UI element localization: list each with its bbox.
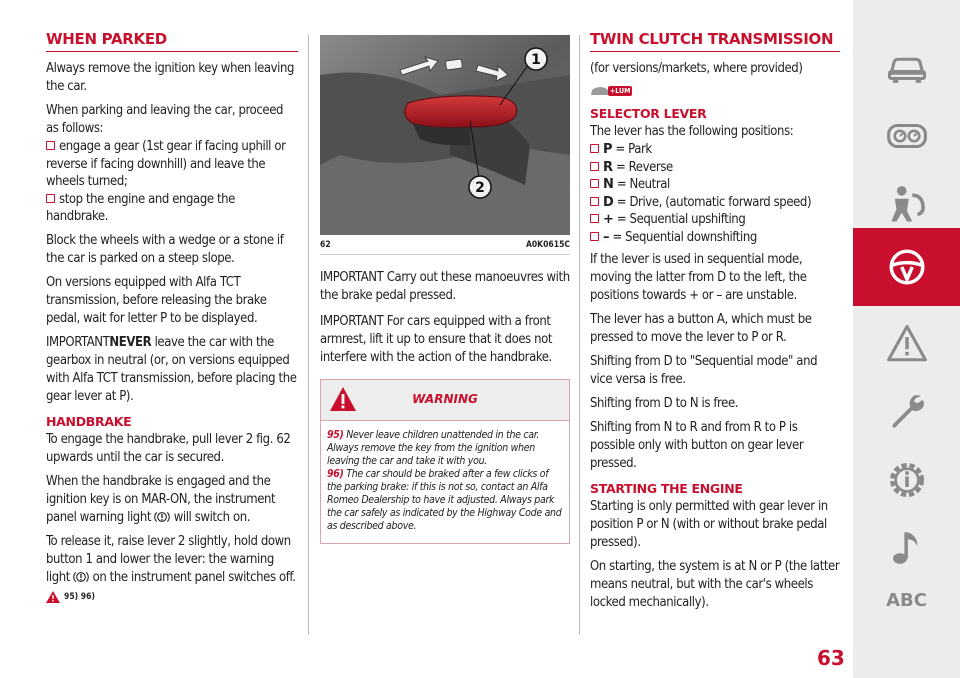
paragraph: The lever has the following positions:	[590, 124, 794, 139]
list-item: engage a gear (1st gear if facing uphill or reverse if facing downhill) and leave the wheels turned;	[46, 139, 286, 190]
paragraph: IMPORTANT Carry out these manoeuvres with the brake pedal pressed.	[320, 270, 570, 303]
list-item: D = Drive, (automatic forward speed)	[590, 194, 840, 212]
column-divider	[579, 35, 580, 635]
warning-references: 95) 96)	[46, 591, 298, 603]
bullet-box-icon	[590, 162, 599, 171]
paragraph: The lever has a button A, which must be pressed to move the lever to P or R.	[590, 311, 812, 345]
paragraph: Always remove the ignition key when leaving the car.	[46, 61, 295, 94]
lum-badge: +LUM	[610, 87, 631, 95]
steering-wheel-icon	[886, 246, 928, 288]
list-item: R = Reverse	[590, 159, 840, 177]
chapter-sidebar	[853, 0, 960, 678]
paragraph: Shifting from D to N is free.	[590, 395, 739, 411]
sidebar-item-index[interactable]	[853, 562, 960, 638]
bullet-box-icon	[46, 194, 55, 203]
sidebar-item-maintenance[interactable]	[853, 374, 960, 450]
brake-warning-light-icon	[73, 570, 89, 584]
list-item: N = Neutral	[590, 176, 840, 194]
section-title-twin-clutch: TWIN CLUTCH TRANSMISSION	[590, 30, 840, 52]
warning-body	[321, 421, 569, 543]
bullet-box-icon	[46, 141, 55, 150]
paragraph: On versions equipped with Alfa TCT transmission, before releasing the brake pedal, wait for letter P to be displayed.	[46, 274, 267, 326]
warning-header	[321, 380, 569, 421]
column-when-parked	[46, 30, 298, 603]
bullet-box-icon	[590, 144, 599, 153]
column-handbrake-figure	[320, 35, 570, 544]
positions-list	[590, 141, 840, 247]
bullet-box-icon	[590, 232, 599, 241]
warning-item: 95) Never leave children unattended in the car. Always remove the key from the ignition when leaving the car and take it with you.	[327, 429, 540, 467]
paragraph: Starting is only permitted with gear lever in position P or N (with or without brake pedal pressed).	[590, 498, 828, 550]
gear-info-icon	[886, 459, 928, 501]
sidebar-item-dashboard[interactable]	[853, 98, 960, 174]
warning-triangle-icon	[886, 323, 928, 365]
paragraph: IMPORTANT For cars equipped with a front armrest, lift it up to ensure that it does not interfere with the action of the handbrake.	[320, 314, 553, 365]
wrench-icon	[886, 391, 928, 433]
figure-code: A0K0615C	[525, 240, 570, 250]
paragraph-important: IMPORTANTNEVER leave the car with the gearbox in neutral (or, on versions equipped with Alfa TCT transmission, before placing the gear lever at P).	[46, 334, 297, 404]
version-badge	[590, 84, 840, 98]
car-icon	[886, 47, 928, 89]
sidebar-item-technical-data[interactable]	[853, 442, 960, 518]
column-twin-clutch	[590, 30, 840, 618]
abc-label: ABC	[886, 589, 927, 611]
page-number: 63	[817, 646, 845, 670]
car-silhouette-icon	[590, 84, 610, 98]
bullet-box-icon	[590, 197, 599, 206]
list-item: P = Park	[590, 141, 840, 159]
subsection-title-selector-lever: SELECTOR LEVER	[590, 106, 707, 121]
sidebar-item-car[interactable]	[853, 30, 960, 106]
warning-title: WARNING	[412, 392, 478, 406]
handbrake-illustration	[320, 35, 570, 235]
paragraph: On starting, the system is at N or P (the latter means neutral, but with the car's wheels locked mechanically).	[590, 558, 840, 610]
paragraph: To release it, raise lever 2 slightly, hold down button 1 and lower the lever: the warning light on the instrument panel switches off.	[46, 533, 296, 585]
subsection-title-handbrake: HANDBRAKE	[46, 413, 132, 429]
paragraph: When the handbrake is engaged and the ignition key is on MAR-ON, the instrument panel warning light will switch on.	[46, 473, 276, 525]
list-item: – = Sequential downshifting	[590, 229, 840, 247]
handbrake-figure	[320, 35, 570, 235]
list-item: + = Sequential upshifting	[590, 211, 840, 229]
paragraph: Block the wheels with a wedge or a stone if the car is parked on a steep slope.	[46, 232, 284, 266]
warning-box	[320, 379, 570, 544]
paragraph: To engage the handbrake, pull lever 2 fig. 62 upwards until the car is secured.	[46, 431, 291, 465]
paragraph: If the lever is used in sequential mode, moving the latter from D to the left, the positions towards + or – are unstable.	[590, 251, 807, 303]
figure-label-2: 2	[475, 180, 485, 196]
section-title-when-parked: WHEN PARKED	[46, 30, 298, 52]
safety-icon	[886, 183, 928, 225]
bullet-box-icon	[590, 214, 599, 223]
bullet-box-icon	[590, 179, 599, 188]
sidebar-item-warnings[interactable]	[853, 306, 960, 382]
brake-warning-light-icon	[154, 510, 170, 524]
dashboard-icon	[886, 115, 928, 157]
figure-label-1: 1	[531, 52, 541, 68]
paragraph: When parking and leaving the car, proceed as follows:	[46, 103, 284, 136]
paragraph: Shifting from D to "Sequential mode" and vice versa is free.	[590, 353, 818, 387]
list-item: stop the engine and engage the handbrake.	[46, 191, 235, 225]
figure-number: 62	[320, 240, 331, 250]
paragraph: (for versions/markets, where provided)	[590, 61, 803, 76]
paragraph: Shifting from N to R and from R to P is possible only with button on gear lever pressed.	[590, 419, 804, 471]
figure-caption	[320, 235, 570, 255]
column-divider	[308, 35, 309, 635]
sidebar-item-steering[interactable]	[853, 228, 960, 306]
subsection-title-starting-engine: STARTING THE ENGINE	[590, 480, 743, 496]
warning-item: 96) The car should be braked after a few clicks of the parking brake: if this is not so, contact an Alfa Romeo Dealership to have it adjusted. Always park the car safely as indicated by the Highway Code and as described above.	[327, 468, 562, 532]
warning-triangle-icon	[46, 591, 60, 603]
